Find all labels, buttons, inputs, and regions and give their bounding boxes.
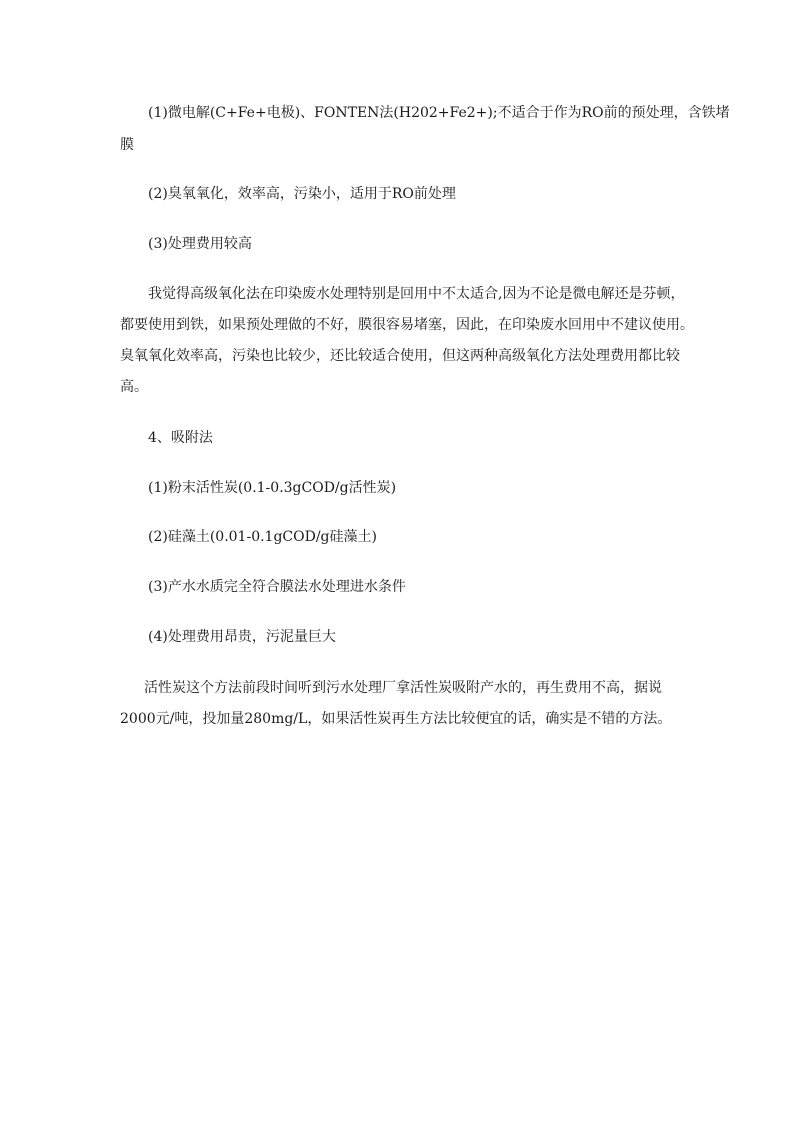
paragraph-1-line-1: (1)微电解(C+Fe+电极)、FONTEN法(H202+Fe2+);不适合于作为RO前的预处理，含铁堵 — [148, 105, 730, 121]
paragraph-2: (2)臭氧氧化，效率高，污染小，适用于RO前处理 — [148, 186, 456, 202]
paragraph-3: (3)处理费用较高 — [148, 236, 252, 252]
paragraph-4-line-4: 高。 — [120, 379, 148, 395]
section-heading-adsorption: 4、吸附法 — [148, 430, 213, 446]
paragraph-9: (4)处理费用昂贵，污泥量巨大 — [148, 629, 336, 645]
paragraph-4-line-3: 臭氧氧化效率高，污染也比较少，还比较适合使用，但这两种高级氧化方法处理费用都比较 — [120, 348, 680, 364]
paragraph-4-line-2: 都要使用到铁，如果预处理做的不好，膜很容易堵塞，因此，在印染废水回用中不建议使用。 — [120, 317, 694, 333]
paragraph-10-line-1: 活性炭这个方法前段时间听到污水处理厂拿活性炭吸附产水的，再生费用不高，据说 — [144, 680, 662, 696]
paragraph-7: (2)硅藻土(0.01-0.1gCOD/g硅藻土) — [148, 529, 377, 545]
paragraph-4-line-1: 我觉得高级氧化法在印染废水处理特别是回用中不太适合,因为不论是微电解还是芬顿， — [148, 286, 685, 302]
paragraph-6: (1)粉末活性炭(0.1-0.3gCOD/g活性炭) — [148, 480, 397, 496]
paragraph-8: (3)产水水质完全符合膜法水处理进水条件 — [148, 579, 406, 595]
paragraph-1-line-2: 膜 — [120, 137, 134, 153]
paragraph-10-line-2: 2000元/吨，投加量280mg/L，如果活性炭再生方法比较便宜的话，确实是不错的方法。 — [120, 711, 672, 727]
